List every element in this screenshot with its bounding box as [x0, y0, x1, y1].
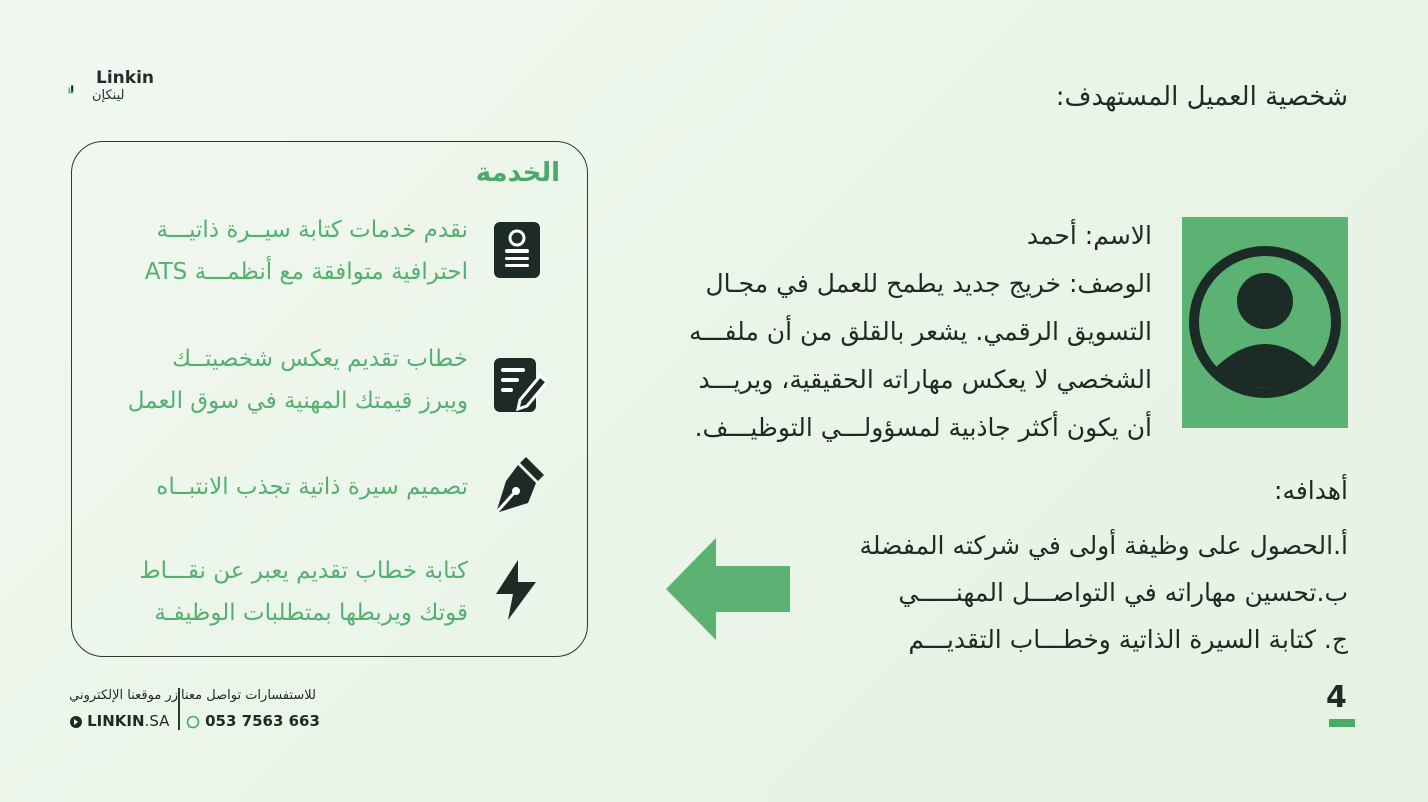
brand-logo-latin: Linkin [96, 68, 154, 88]
resume-document-icon [488, 218, 546, 280]
arrow-left-icon [666, 538, 790, 640]
service-line: نقدم خدمات كتابة سيــرة ذاتيـــة [156, 217, 468, 243]
service-line: احترافية متوافقة مع أنظمـــة ATS [144, 259, 468, 285]
pen-nib-icon [488, 455, 546, 517]
whatsapp-icon [186, 715, 200, 729]
service-item-text [139, 550, 468, 634]
website-suffix: .SA [144, 712, 170, 730]
phone-number: 053 7563 663 [205, 712, 320, 730]
page-number: 4 [1326, 680, 1347, 715]
goals-title: أهدافه: [1274, 476, 1348, 505]
section-title: شخصية العميل المستهدف: [1055, 82, 1348, 112]
website-bold: LINKIN [87, 712, 145, 730]
goal-item: ج. كتابة السيرة الذاتية وخطـــاب التقديـــم [908, 625, 1348, 654]
brand-logo-arabic: لينكإن [92, 88, 125, 103]
brand-logo-mark-icon [68, 72, 94, 108]
arrow-circle-icon [70, 716, 82, 728]
user-avatar-icon [1182, 217, 1348, 428]
website-link[interactable] [70, 711, 169, 730]
persona-description-line: الشخصي لا يعكس مهاراته الحقيقية، ويريـــد [698, 365, 1152, 394]
service-line: ويبرز قيمتك المهنية في سوق العمل [127, 388, 468, 414]
service-line: قوتك ويربطها بمتطلبات الوظيفـة [154, 600, 468, 626]
contact-label: للاستفسارات تواصل معنا [180, 688, 316, 703]
service-line: خطاب تقديم يعكس شخصيتــك [172, 346, 468, 372]
service-item-text [145, 209, 468, 293]
lightning-bolt-icon [486, 558, 544, 620]
goals-list [828, 522, 1348, 663]
edit-document-icon [490, 354, 548, 416]
goal-item: ب.تحسين مهاراته في التواصـــل المهنـــــي [898, 578, 1348, 607]
website-label: زر موقعنا الإلكتروني [69, 688, 178, 703]
goal-item: أ.الحصول على وظيفة أولى في شركته المفضلة [859, 531, 1348, 560]
footer-divider [178, 688, 180, 730]
service-item-text [128, 338, 468, 422]
persona-description-line: أن يكون أكثر جاذبية لمسؤولـــي التوظيـــف. [694, 413, 1152, 442]
persona-name: الاسم: أحمد [1026, 221, 1152, 250]
service-item-text [156, 466, 468, 508]
phone-link[interactable] [186, 711, 320, 730]
persona-avatar [1182, 217, 1348, 428]
service-title: الخدمة [475, 158, 560, 188]
persona-details [652, 212, 1152, 452]
service-line: تصميم سيرة ذاتية تجذب الانتبــاه [156, 474, 468, 500]
persona-description-line: الوصف: خريج جديد يطمح للعمل في مجـال [705, 269, 1152, 298]
persona-description-line: التسويق الرقمي. يشعر بالقلق من أن ملفـــه [689, 317, 1152, 346]
service-line: كتابة خطاب تقديم يعبر عن نقـــاط [139, 558, 468, 584]
page-number-underline [1329, 719, 1355, 727]
